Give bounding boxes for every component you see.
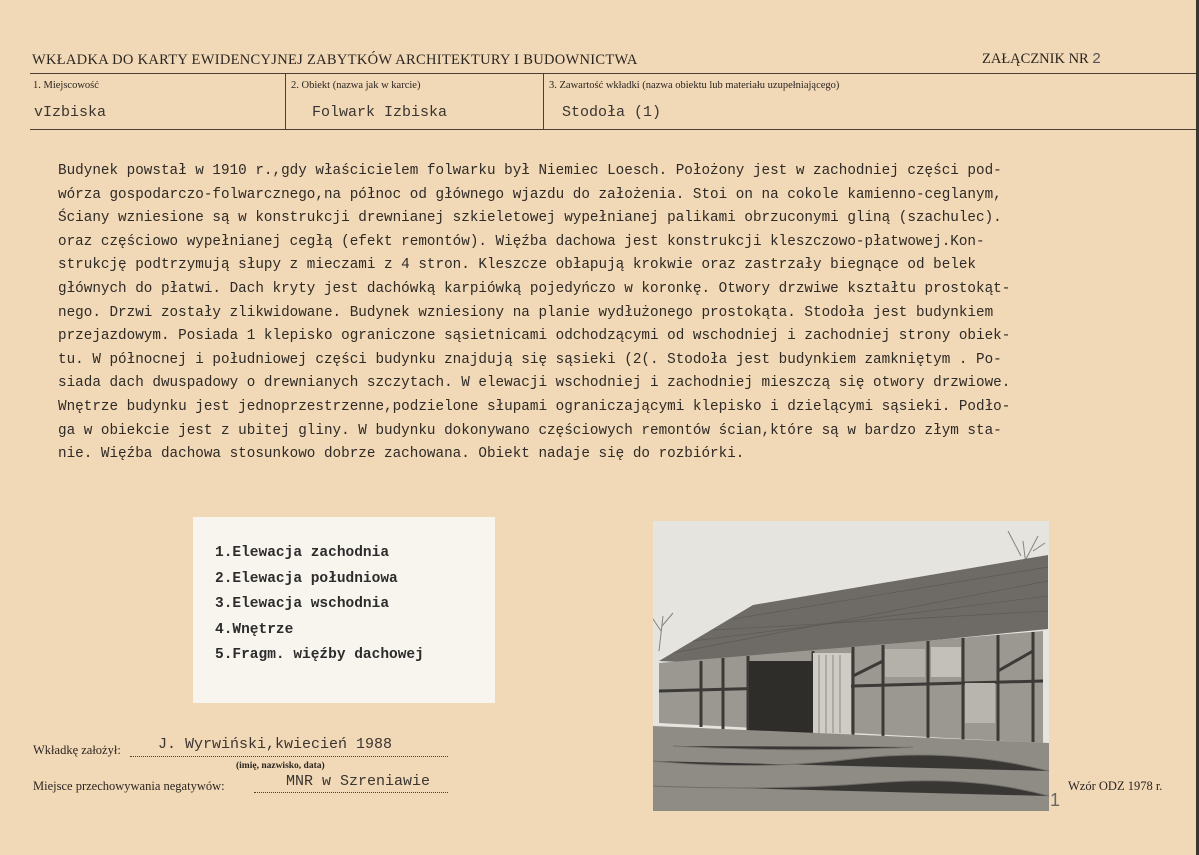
annex-number: 2 bbox=[1092, 50, 1101, 67]
description-line: Wnętrze budynku jest jednoprzestrzenne,podzielone słupami ograniczającymi klepisko i dzielącymi sąsieki. Podło- bbox=[58, 398, 1011, 415]
description-line: nego. Drzwi zostały zlikwidowane. Budynek wzniesiony na planie wydłużonego prostokąta. Stodoła jest budynkiem bbox=[58, 304, 994, 321]
content-label: 3. Zawartość wkładki (nazwa obiektu lub materiału uzupełniającego) bbox=[549, 80, 840, 91]
description-line: tu. W północnej i południowej części budynku znajdują się sąsieki (2(. Stodoła jest budynkiem zamkniętym . Po- bbox=[58, 351, 1002, 368]
description-line: ga w obiekcie jest z ubitej gliny. W budynku dokonywano częściowych remontów ścian,które są w bardzo złym sta- bbox=[58, 422, 1002, 439]
locality-label: 1. Miejscowość bbox=[33, 80, 99, 91]
annex-label-text: ZAŁĄCZNIK NR bbox=[982, 51, 1089, 67]
photo-legend-list bbox=[215, 541, 424, 669]
description-line: Ściany wzniesione są w konstrukcji drewnianej szkieletowej wypełnianej palikami obrzuconymi gliną (szachulec). bbox=[58, 210, 1002, 227]
object-value: Folwark Izbiska bbox=[312, 104, 448, 121]
content-value: Stodoła (1) bbox=[562, 104, 662, 121]
photo-number: 1 bbox=[1050, 790, 1061, 810]
field-divider-1 bbox=[285, 73, 286, 129]
header-rule bbox=[30, 73, 1198, 74]
author-hint: (imię, nazwisko, data) bbox=[236, 761, 325, 771]
barn-photo bbox=[653, 521, 1049, 811]
legend-item: 3.Elewacja wschodnia bbox=[215, 596, 390, 612]
legend-item: 2.Elewacja południowa bbox=[215, 570, 398, 587]
legend-item: 5.Fragm. więźby dachowej bbox=[215, 647, 424, 663]
description-line: przejazdowym. Posiada 1 klepisko ograniczone sąsietnicami odchodzącymi od wschodniej i zachodniej strony obiek- bbox=[58, 328, 1011, 345]
field-divider-2 bbox=[543, 73, 544, 129]
description-text bbox=[58, 160, 1176, 467]
negatives-underline bbox=[254, 792, 448, 793]
annex-label bbox=[982, 50, 1101, 68]
author-value: J. Wyrwiński,kwiecień 1988 bbox=[158, 736, 393, 753]
fields-rule bbox=[30, 129, 1198, 130]
form-version: Wzór ODZ 1978 r. bbox=[1068, 779, 1163, 793]
negatives-label: Miejsce przechowywania negatywów: bbox=[33, 779, 225, 793]
description-line: oraz częściowo wypełnianej cegłą (efekt remontów). Więźba dachowa jest konstrukcji kleszczowo-płatwowej.Kon- bbox=[58, 233, 985, 250]
author-label: Wkładkę założył: bbox=[33, 743, 121, 757]
legend-item: 1.Elewacja zachodnia bbox=[215, 545, 390, 561]
negatives-value: MNR w Szreniawie bbox=[286, 773, 431, 790]
description-line: nie. Więźba dachowa stosunkowo dobrze zachowana. Obiekt nadaje się do rozbiórki. bbox=[58, 446, 745, 463]
photo-legend-card bbox=[193, 517, 495, 703]
description-line: wórza gospodarczo-folwarcznego,na północ od głównego wjazdu do założenia. Stoi on na cokole kamienno-ceglanym, bbox=[58, 186, 1002, 203]
legend-item: 4.Wnętrze bbox=[215, 621, 294, 638]
description-line: Budynek powstał w 1910 r.,gdy właścicielem folwarku był Niemiec Loesch. Położony jest w zachodniej części pod- bbox=[58, 163, 1002, 179]
description-line: strukcję podtrzymują słupy z mieczami z 4 stron. Kleszcze obłapują krokwie oraz zastrzały biegnące od belek bbox=[58, 257, 977, 274]
description-line: siada dach dwuspadowy o drewnianych szczytach. W elewacji wschodniej i zachodniej mieszczą się otwory drzwiowe. bbox=[58, 375, 1011, 392]
description-line: głównych do płatwi. Dach kryty jest dachówką karpiówką pojedyńczo w koronkę. Otwory drzwiwe kształtu prostokąt- bbox=[58, 280, 1011, 297]
card-title: WKŁADKA DO KARTY EWIDENCYJNEJ ZABYTKÓW ARCHITEKTURY I BUDOWNICTWA bbox=[32, 52, 638, 68]
locality-value: vIzbiska bbox=[34, 104, 107, 121]
barn-photo-image bbox=[653, 521, 1049, 811]
author-underline bbox=[130, 756, 448, 757]
object-label: 2. Obiekt (nazwa jak w karcie) bbox=[291, 80, 421, 91]
